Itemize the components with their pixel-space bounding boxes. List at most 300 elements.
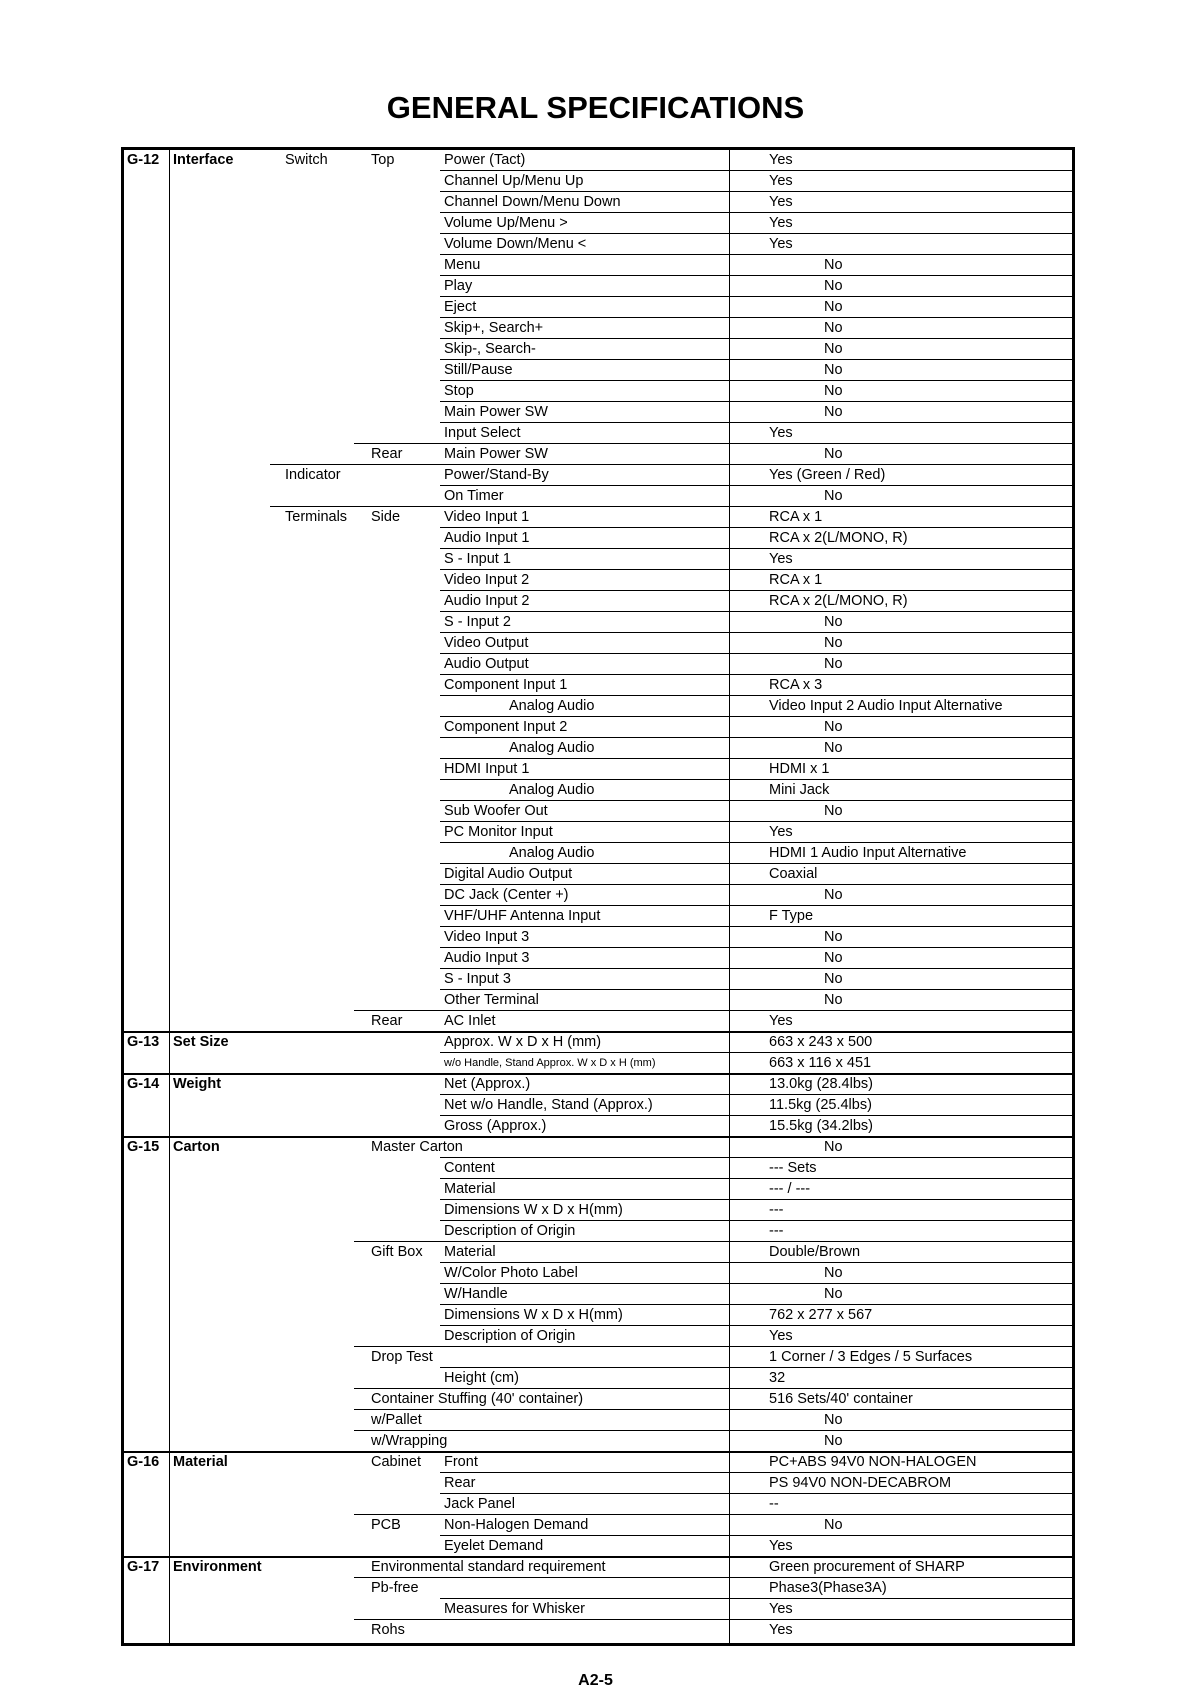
spec-value: No (824, 362, 843, 378)
table-row (124, 1326, 1072, 1347)
section-code: G-16 (127, 1454, 160, 1470)
spec-value: 13.0kg (28.4lbs) (769, 1076, 873, 1092)
section-category: Interface (173, 152, 234, 168)
spec-value: Yes (769, 215, 793, 231)
spec-value: --- (769, 1202, 784, 1218)
spec-value: No (824, 1517, 843, 1533)
subgroup: Rear (371, 1013, 403, 1029)
row-divider (440, 758, 1072, 759)
row-divider (440, 800, 1072, 801)
row-divider (440, 779, 1072, 780)
spec-value: Yes (769, 1013, 793, 1029)
spec-item: Front (444, 1454, 478, 1470)
table-row (124, 1221, 1072, 1242)
spec-item: Audio Input 1 (444, 530, 530, 546)
section-category: Weight (173, 1076, 222, 1092)
row-divider (440, 1535, 1072, 1536)
spec-value: No (824, 404, 843, 420)
spec-item: S - Input 2 (444, 614, 511, 630)
table-row (124, 297, 1072, 318)
spec-value: Yes (769, 173, 793, 189)
spec-item: Audio Input 2 (444, 593, 530, 609)
section-code: G-13 (127, 1034, 160, 1050)
row-divider (354, 1430, 1072, 1431)
row-divider (440, 1052, 1072, 1053)
table-row (124, 171, 1072, 192)
spec-item: Dimensions W x D x H(mm) (444, 1202, 623, 1218)
spec-value: Coaxial (769, 866, 818, 882)
spec-item: Channel Up/Menu Up (444, 173, 584, 189)
spec-value: No (824, 320, 843, 336)
table-row (124, 1368, 1072, 1389)
row-divider (440, 338, 1072, 339)
table-row (124, 843, 1072, 864)
table-row (124, 1578, 1072, 1599)
spec-value: Yes (769, 152, 793, 168)
table-row (124, 591, 1072, 612)
table-row (124, 423, 1072, 444)
row-divider (440, 359, 1072, 360)
spec-item: Description of Origin (444, 1328, 576, 1344)
row-divider (354, 1619, 1072, 1620)
row-divider (440, 212, 1072, 213)
row-divider (440, 989, 1072, 990)
section-category: Set Size (173, 1034, 229, 1050)
table-row (124, 1431, 1072, 1452)
spec-value: 663 x 116 x 451 (769, 1055, 872, 1071)
spec-item: Play (444, 278, 473, 294)
table-row (124, 465, 1072, 486)
table-row (124, 1515, 1072, 1536)
row-divider (440, 884, 1072, 885)
spec-item: DC Jack (Center +) (444, 887, 569, 903)
spec-value: Yes (769, 1328, 793, 1344)
spec-item: W/Color Photo Label (444, 1265, 578, 1281)
table-row (124, 1536, 1072, 1557)
row-divider (440, 611, 1072, 612)
row-divider (124, 1031, 1072, 1033)
row-divider (440, 1493, 1072, 1494)
column-divider (729, 150, 730, 1643)
row-divider (440, 1262, 1072, 1263)
table-row (124, 255, 1072, 276)
row-divider (440, 170, 1072, 171)
spec-value: Phase3(Phase3A) (769, 1580, 887, 1596)
row-divider (440, 1472, 1072, 1473)
spec-item: Digital Audio Output (444, 866, 573, 882)
row-divider (440, 716, 1072, 717)
spec-value: No (824, 383, 843, 399)
section-code: G-12 (127, 152, 160, 168)
row-divider (440, 380, 1072, 381)
table-row (124, 864, 1072, 885)
spec-item: Jack Panel (444, 1496, 515, 1512)
table-row (124, 780, 1072, 801)
subgroup: w/Pallet (371, 1412, 422, 1428)
row-divider (354, 443, 1072, 444)
spec-value: No (824, 1286, 843, 1302)
row-divider (440, 254, 1072, 255)
spec-value: No (824, 1265, 843, 1281)
subgroup: Side (371, 509, 401, 525)
spec-value: RCA x 1 (769, 509, 823, 525)
spec-item: Input Select (444, 425, 521, 441)
spec-value: 762 x 277 x 567 (769, 1307, 873, 1323)
row-divider (440, 1094, 1072, 1095)
row-divider (440, 968, 1072, 969)
table-row (124, 1158, 1072, 1179)
table-row (124, 1032, 1072, 1053)
spec-item: VHF/UHF Antenna Input (444, 908, 601, 924)
row-divider (440, 1115, 1072, 1116)
spec-item: Video Input 1 (444, 509, 530, 525)
table-row (124, 1074, 1072, 1095)
spec-value: Double/Brown (769, 1244, 861, 1260)
table-row (124, 612, 1072, 633)
spec-item: Non-Halogen Demand (444, 1517, 589, 1533)
spec-item: Net w/o Handle, Stand (Approx.) (444, 1097, 653, 1113)
spec-value: Yes (769, 551, 793, 567)
spec-value: No (824, 803, 843, 819)
spec-value: No (824, 950, 843, 966)
spec-value: No (824, 719, 843, 735)
table-row (124, 1452, 1072, 1473)
spec-value: F Type (769, 908, 814, 924)
spec-item: Rear (444, 1475, 476, 1491)
spec-value: No (824, 1139, 843, 1155)
spec-value: --- / --- (769, 1181, 811, 1197)
row-divider (440, 905, 1072, 906)
spec-item: Skip+, Search+ (444, 320, 544, 336)
row-divider (440, 1157, 1072, 1158)
spec-value: 15.5kg (34.2lbs) (769, 1118, 873, 1134)
table-row (124, 360, 1072, 381)
row-divider (440, 842, 1072, 843)
table-row (124, 885, 1072, 906)
spec-value: No (824, 656, 843, 672)
row-divider (440, 527, 1072, 528)
row-divider (270, 506, 1072, 507)
spec-item: PC Monitor Input (444, 824, 553, 840)
spec-item: Still/Pause (444, 362, 513, 378)
row-divider (440, 1220, 1072, 1221)
table-row (124, 318, 1072, 339)
table-row (124, 1116, 1072, 1137)
spec-item: HDMI Input 1 (444, 761, 530, 777)
table-row (124, 1620, 1072, 1641)
row-divider (354, 1010, 1072, 1011)
table-row (124, 570, 1072, 591)
row-divider (270, 464, 1072, 465)
spec-value: No (824, 887, 843, 903)
spec-item: Height (cm) (444, 1370, 519, 1386)
subgroup: w/Wrapping (371, 1433, 448, 1449)
column-divider (169, 150, 170, 1643)
spec-value: Yes (769, 194, 793, 210)
spec-value: 663 x 243 x 500 (769, 1034, 873, 1050)
row-divider (440, 422, 1072, 423)
spec-value: Green procurement of SHARP (769, 1559, 965, 1575)
table-row (124, 507, 1072, 528)
spec-value: --- Sets (769, 1160, 817, 1176)
row-divider (440, 1304, 1072, 1305)
row-divider (440, 275, 1072, 276)
subgroup: Rear (371, 446, 403, 462)
spec-item: On Timer (444, 488, 504, 504)
section-category: Carton (173, 1139, 220, 1155)
table-row (124, 402, 1072, 423)
spec-item: Analog Audio (509, 698, 595, 714)
spec-item: S - Input 3 (444, 971, 511, 987)
subgroup: Pb-free (371, 1580, 419, 1596)
section-code: G-14 (127, 1076, 160, 1092)
table-row (124, 906, 1072, 927)
row-divider (440, 1178, 1072, 1179)
spec-value: Yes (769, 1622, 793, 1638)
table-row (124, 234, 1072, 255)
spec-value: HDMI 1 Audio Input Alternative (769, 845, 967, 861)
spec-value: RCA x 2(L/MONO, R) (769, 530, 908, 546)
table-row (124, 738, 1072, 759)
spec-value: -- (769, 1496, 779, 1512)
row-divider (124, 1451, 1072, 1453)
table-row (124, 1284, 1072, 1305)
spec-item: Channel Down/Menu Down (444, 194, 621, 210)
row-divider (124, 1136, 1072, 1138)
spec-value: Yes (769, 1601, 793, 1617)
spec-item: Analog Audio (509, 740, 595, 756)
spec-value: No (824, 446, 843, 462)
spec-value: RCA x 2(L/MONO, R) (769, 593, 908, 609)
table-row (124, 759, 1072, 780)
section-code: G-17 (127, 1559, 160, 1575)
row-divider (124, 1073, 1072, 1075)
table-row (124, 696, 1072, 717)
row-divider (440, 653, 1072, 654)
table-row (124, 822, 1072, 843)
row-divider (354, 1577, 1072, 1578)
table-row (124, 486, 1072, 507)
table-row (124, 528, 1072, 549)
subgroup: Environmental standard requirement (371, 1559, 606, 1575)
table-row (124, 276, 1072, 297)
spec-value: Yes (Green / Red) (769, 467, 886, 483)
row-divider (440, 947, 1072, 948)
spec-value: Yes (769, 425, 793, 441)
spec-value: 1 Corner / 3 Edges / 5 Surfaces (769, 1349, 973, 1365)
table-row (124, 717, 1072, 738)
section-category: Environment (173, 1559, 262, 1575)
spec-value: Yes (769, 1538, 793, 1554)
row-divider (440, 1283, 1072, 1284)
table-row (124, 801, 1072, 822)
table-row (124, 1494, 1072, 1515)
spec-item: Material (444, 1244, 496, 1260)
spec-value: 516 Sets/40' container (769, 1391, 913, 1407)
table-row (124, 1557, 1072, 1578)
spec-value: No (824, 257, 843, 273)
spec-item: Audio Output (444, 656, 529, 672)
spec-value: RCA x 1 (769, 572, 823, 588)
spec-value: No (824, 488, 843, 504)
spec-item: Volume Up/Menu > (444, 215, 568, 231)
table-row (124, 969, 1072, 990)
row-divider (440, 317, 1072, 318)
spec-item: w/o Handle, Stand Approx. W x D x H (mm) (444, 1057, 656, 1069)
table-row (124, 675, 1072, 696)
spec-item: Approx. W x D x H (mm) (444, 1034, 602, 1050)
row-divider (440, 569, 1072, 570)
spec-value: No (824, 278, 843, 294)
row-divider (440, 548, 1072, 549)
spec-value: Yes (769, 824, 793, 840)
subgroup: Container Stuffing (40' container) (371, 1391, 584, 1407)
table-row (124, 1011, 1072, 1032)
row-divider (440, 926, 1072, 927)
row-divider (354, 1241, 1072, 1242)
spec-item: Component Input 2 (444, 719, 568, 735)
spec-item: Power (Tact) (444, 152, 526, 168)
row-divider (354, 1409, 1072, 1410)
spec-value: No (824, 635, 843, 651)
row-divider (440, 1598, 1072, 1599)
row-divider (440, 191, 1072, 192)
page-title: GENERAL SPECIFICATIONS (386, 90, 805, 125)
table-row (124, 381, 1072, 402)
table-row (124, 927, 1072, 948)
table-row (124, 948, 1072, 969)
table-row (124, 1389, 1072, 1410)
row-divider (440, 1199, 1072, 1200)
row-divider (440, 695, 1072, 696)
spec-value: Video Input 2 Audio Input Alternative (769, 698, 1003, 714)
row-divider (440, 485, 1072, 486)
spec-item: S - Input 1 (444, 551, 511, 567)
spec-item: W/Handle (444, 1286, 508, 1302)
table-row (124, 444, 1072, 465)
spec-value: Mini Jack (769, 782, 830, 798)
table-row (124, 150, 1072, 171)
row-divider (440, 296, 1072, 297)
spec-item: Video Input 2 (444, 572, 530, 588)
row-divider (440, 863, 1072, 864)
row-divider (440, 1367, 1072, 1368)
page-number: A2-5 (578, 1672, 613, 1689)
spec-item: Main Power SW (444, 446, 548, 462)
spec-value: 11.5kg (25.4lbs) (769, 1097, 872, 1113)
spec-item: Video Output (444, 635, 529, 651)
table-row (124, 549, 1072, 570)
spec-value: No (824, 992, 843, 1008)
spec-value: No (824, 740, 843, 756)
subgroup: Master Carton (371, 1139, 463, 1155)
spec-item: Analog Audio (509, 845, 595, 861)
table-row (124, 339, 1072, 360)
section-code: G-15 (127, 1139, 160, 1155)
subgroup: Rohs (371, 1622, 405, 1638)
table-row (124, 1305, 1072, 1326)
spec-value: --- (769, 1223, 784, 1239)
subgroup: PCB (371, 1517, 401, 1533)
row-divider (440, 1325, 1072, 1326)
row-divider (440, 632, 1072, 633)
table-row (124, 1095, 1072, 1116)
spec-value: PC+ABS 94V0 NON-HALOGEN (769, 1454, 977, 1470)
table-row (124, 1137, 1072, 1158)
spec-item: Measures for Whisker (444, 1601, 586, 1617)
spec-value: No (824, 341, 843, 357)
spec-value: PS 94V0 NON-DECABROM (769, 1475, 952, 1491)
spec-item: AC Inlet (444, 1013, 496, 1029)
row-divider (440, 737, 1072, 738)
row-divider (354, 1514, 1072, 1515)
spec-value: 32 (769, 1370, 786, 1386)
table-row (124, 1200, 1072, 1221)
spec-item: Dimensions W x D x H(mm) (444, 1307, 623, 1323)
row-divider (354, 1388, 1072, 1389)
spec-item: Material (444, 1181, 496, 1197)
subcategory: Indicator (285, 467, 341, 483)
subgroup: Drop Test (371, 1349, 433, 1365)
spec-item: Audio Input 3 (444, 950, 530, 966)
spec-item: Sub Woofer Out (444, 803, 548, 819)
table-row (124, 1347, 1072, 1368)
spec-value: HDMI x 1 (769, 761, 830, 777)
spec-value: No (824, 1433, 843, 1449)
subgroup: Gift Box (371, 1244, 423, 1260)
spec-item: Eyelet Demand (444, 1538, 544, 1554)
spec-item: Video Input 3 (444, 929, 530, 945)
row-divider (440, 674, 1072, 675)
spec-item: Content (444, 1160, 495, 1176)
table-row (124, 1179, 1072, 1200)
row-divider (124, 1556, 1072, 1558)
spec-item: Power/Stand-By (444, 467, 549, 483)
spec-value: No (824, 299, 843, 315)
subcategory: Terminals (285, 509, 348, 525)
table-row (124, 990, 1072, 1011)
spec-item: Description of Origin (444, 1223, 576, 1239)
row-divider (440, 233, 1072, 234)
spec-value: No (824, 1412, 843, 1428)
table-row (124, 1473, 1072, 1494)
spec-value: No (824, 929, 843, 945)
spec-value: No (824, 614, 843, 630)
row-divider (440, 401, 1072, 402)
spec-item: Stop (444, 383, 474, 399)
table-row (124, 192, 1072, 213)
spec-item: Eject (444, 299, 477, 315)
spec-item: Volume Down/Menu < (444, 236, 587, 252)
table-row (124, 1053, 1072, 1074)
spec-item: Skip-, Search- (444, 341, 536, 357)
table-row (124, 633, 1072, 654)
spec-item: Menu (444, 257, 481, 273)
row-divider (354, 1346, 1072, 1347)
spec-value: Yes (769, 236, 793, 252)
subcategory: Switch (285, 152, 328, 168)
spec-item: Net (Approx.) (444, 1076, 531, 1092)
table-row (124, 1263, 1072, 1284)
subgroup: Top (371, 152, 395, 168)
spec-value: No (824, 971, 843, 987)
table-row (124, 1242, 1072, 1263)
subgroup: Cabinet (371, 1454, 421, 1470)
spec-value: RCA x 3 (769, 677, 823, 693)
spec-item: Other Terminal (444, 992, 539, 1008)
spec-item: Analog Audio (509, 782, 595, 798)
row-divider (440, 590, 1072, 591)
